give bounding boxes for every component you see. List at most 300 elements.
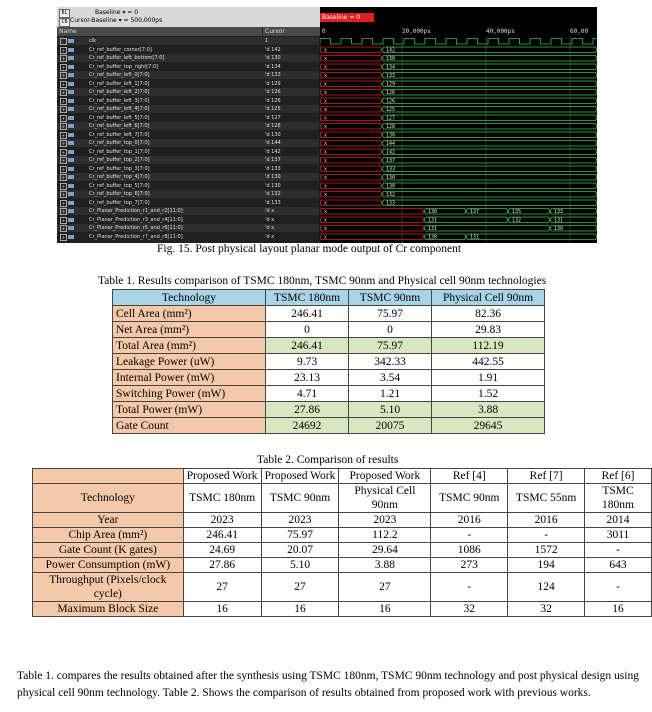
signal-row[interactable] <box>57 46 319 54</box>
table1-row <box>113 354 545 370</box>
table2-cell: 643 <box>585 558 652 573</box>
table1-cell: 3.54 <box>349 370 432 386</box>
bus-segment <box>320 149 382 155</box>
bus-value-label: x <box>324 81 328 88</box>
table2-row <box>33 528 652 543</box>
signal-name: Cr_ref_buffer_left_bottom[7:0] <box>89 55 165 61</box>
expand-icon[interactable]: + <box>61 115 66 121</box>
table2-cell: 32 <box>508 602 585 617</box>
table1-cell: 82.36 <box>432 306 545 322</box>
bus-value-label: x <box>324 124 328 131</box>
signal-cursor-value: 'd 133 <box>265 165 281 172</box>
bus-value-label: 130 <box>428 234 438 241</box>
table2-header-2: Proposed Work <box>261 469 339 484</box>
signal-row[interactable] <box>57 199 319 207</box>
signal-row[interactable] <box>57 207 319 215</box>
table2-header-6: Ref [6] <box>585 469 652 484</box>
signal-name: Cr_ref_buffer_left_5[7:0] <box>89 114 150 121</box>
signal-cursor-value: 'd 134 <box>265 63 281 70</box>
signal-cursor-value: 'd x <box>265 233 275 240</box>
expand-icon[interactable]: + <box>61 166 66 172</box>
expand-icon[interactable]: + <box>61 234 66 240</box>
table1-cell: 75.97 <box>349 306 432 322</box>
bus-segment <box>320 107 382 113</box>
ruler-tick-0: 0 <box>322 28 326 35</box>
table1-cell: 24692 <box>266 418 349 434</box>
bus-value-label: x <box>324 234 328 241</box>
bus-segment <box>320 81 382 87</box>
signal-name: Cr_ref_buffer_top_6[7:0] <box>89 191 150 197</box>
table1-cell: 0 <box>349 322 432 338</box>
bus-segment <box>320 64 382 70</box>
expand-icon[interactable]: + <box>61 175 66 180</box>
bus-segment <box>320 73 382 79</box>
signal-icon <box>68 82 74 86</box>
signal-row[interactable] <box>57 233 319 241</box>
expand-icon[interactable]: + <box>61 158 66 163</box>
expand-icon[interactable]: + <box>61 56 66 61</box>
table2-row-label: Gate Count (K gates) <box>33 543 184 558</box>
bus-value-label: 126 <box>386 98 396 105</box>
signal-name: Cr_ref_buffer_corner[7:0] <box>89 46 152 53</box>
bus-value-label: 137 <box>386 158 396 165</box>
table2-cell: 5.10 <box>261 558 339 573</box>
bus-value-label: 128 <box>386 124 396 131</box>
table1 <box>112 289 545 434</box>
signal-name: Cr_ref_buffer_top_1[7:0] <box>89 148 150 155</box>
signal-row[interactable] <box>57 71 319 79</box>
expand-icon[interactable]: + <box>61 217 66 223</box>
table1-cell: 9.73 <box>266 354 349 370</box>
table1-row-label: Net Area (mm²) <box>113 322 266 338</box>
table2-header-5: Ref [7] <box>508 469 585 484</box>
table2-cell: 2023 <box>261 513 339 528</box>
signal-row[interactable] <box>57 182 319 190</box>
table2-row-label: Year <box>33 513 184 528</box>
table2-cell: 20.07 <box>261 543 339 558</box>
bus-value-label: 130 <box>386 175 396 182</box>
table2-cell: - <box>585 543 652 558</box>
signal-cursor-value: 'd 130 <box>265 182 281 189</box>
table2-cell: 16 <box>585 602 652 617</box>
bus-segment <box>382 200 597 206</box>
expand-icon[interactable]: + <box>61 98 66 104</box>
table2-cell: 124 <box>508 573 585 602</box>
expand-icon[interactable]: + <box>61 64 66 70</box>
table2-cell: 27 <box>261 573 339 602</box>
table1-cell: 29.83 <box>432 322 545 338</box>
bus-segment <box>382 141 597 147</box>
signal-icon <box>68 192 74 196</box>
bus-segment <box>382 115 597 121</box>
table1-cell: 342.33 <box>349 354 432 370</box>
table2-caption: Table 2. Comparison of results <box>257 454 399 466</box>
baseline-marker[interactable]: Baseline = 0 <box>320 13 374 22</box>
signal-name: Cr_ref_buffer_top_7[7:0] <box>89 199 150 206</box>
signal-cursor-value: 1 <box>265 38 269 44</box>
signal-cursor-value: 'd 126 <box>265 97 281 104</box>
bus-segment <box>382 98 597 104</box>
signal-icon <box>68 167 74 171</box>
bus-segment <box>382 64 597 70</box>
table2 <box>32 468 652 617</box>
table2-cell: 16 <box>261 602 339 617</box>
bus-segment <box>320 217 424 223</box>
bus-segment <box>382 56 597 62</box>
signal-name: Cr_ref_buffer_left_4[7:0] <box>89 106 150 112</box>
table1-caption: Table 1. Results comparison of TSMC 180nm, TSMC 90nm and Physical cell 90nm technologies <box>98 275 547 287</box>
signal-name: Cr_Planar_Prediction_r5_and_r6[11:0] <box>89 225 183 231</box>
bus-value-label: x <box>324 64 328 71</box>
waveform-viewer <box>57 7 597 243</box>
table2-cell: 1572 <box>508 543 585 558</box>
bus-value-label: x <box>324 183 328 190</box>
signal-row[interactable] <box>57 37 319 45</box>
bus-segment <box>320 200 382 206</box>
bus-value-label: 125 <box>386 107 396 114</box>
bus-segment <box>382 166 597 172</box>
table1-cell: 1.91 <box>432 370 545 386</box>
bus-segment <box>382 73 597 79</box>
signal-row[interactable] <box>57 54 319 62</box>
table2-cell: 2023 <box>339 513 431 528</box>
bus-value-label: 126 <box>386 90 396 97</box>
bus-value-label: 130 <box>386 56 396 63</box>
signal-row[interactable] <box>57 97 319 105</box>
bus-segment <box>320 192 382 198</box>
signal-cursor-value: 'd 128 <box>265 123 281 129</box>
bus-value-label: 131 <box>428 217 438 224</box>
signal-name: Cr_Planar_Prediction_r1_and_r2[11:0] <box>89 208 183 214</box>
bus-segment <box>320 47 382 53</box>
table2-cell: 273 <box>431 558 508 573</box>
table2-cell: 27 <box>183 573 261 602</box>
table1-cell: 0 <box>266 322 349 338</box>
bus-value-label: x <box>324 98 328 105</box>
bus-segment <box>382 132 597 138</box>
table1-row <box>113 386 545 402</box>
bus-value-label: 130 <box>386 132 396 139</box>
table2-cell: Physical Cell 90nm <box>339 484 431 513</box>
table2-cell: 3011 <box>585 528 652 543</box>
bus-value-label: 130 <box>428 209 438 216</box>
signal-cursor-value: 'd 126 <box>265 89 281 95</box>
bus-segment <box>320 98 382 104</box>
signal-name: Cr_ref_buffer_top_right[7:0] <box>89 63 159 70</box>
bus-segment <box>382 149 597 155</box>
signal-cursor-value: 'd 125 <box>265 106 281 112</box>
bus-value-label: 135 <box>512 209 522 216</box>
bus-value-label: 129 <box>386 81 396 88</box>
bus-value-label: 137 <box>470 209 480 216</box>
signal-icon <box>68 226 74 230</box>
bus-value-label: x <box>324 158 328 165</box>
signal-cursor-value: 'd x <box>265 208 275 214</box>
table2-cell: - <box>585 573 652 602</box>
table1-row <box>113 322 545 338</box>
bus-value-label: 130 <box>386 183 396 190</box>
cursor-column-header[interactable]: Cursor <box>263 27 321 36</box>
bus-segment <box>320 141 382 147</box>
table2-cell: 75.97 <box>261 528 339 543</box>
signal-name: Cr_ref_buffer_top_2[7:0] <box>89 157 150 163</box>
bus-value-label: x <box>324 56 328 63</box>
signal-icon <box>68 150 74 154</box>
bus-segment <box>382 81 597 87</box>
signal-row[interactable] <box>57 131 319 139</box>
expand-icon[interactable]: + <box>61 200 66 206</box>
signal-cursor-value: 'd 142 <box>265 148 281 155</box>
table2-cell: 2016 <box>508 513 585 528</box>
table2-header-3: Proposed Work <box>339 469 431 484</box>
bus-segment <box>382 90 597 96</box>
table2-cell: - <box>508 528 585 543</box>
table2-cell: 27.86 <box>183 558 261 573</box>
signal-icon <box>68 90 74 94</box>
signal-icon <box>68 235 74 239</box>
bus-value-label: 131 <box>554 217 564 224</box>
bus-value-label: 131 <box>428 226 438 233</box>
expand-icon[interactable]: + <box>61 209 66 214</box>
signal-cursor-value: 'd 129 <box>265 80 281 87</box>
table1-cell: 4.71 <box>266 386 349 402</box>
bus-segment <box>320 132 382 138</box>
expand-icon[interactable]: + <box>61 149 66 155</box>
table2-cell: 246.41 <box>183 528 261 543</box>
bus-segment <box>424 226 550 232</box>
bus-segment <box>382 107 597 113</box>
signal-icon <box>68 133 74 137</box>
ruler-tick-1: 20,000ps <box>402 28 431 35</box>
table1-cell: 29645 <box>432 418 545 434</box>
bus-value-label: 130 <box>554 226 564 233</box>
baseline-icon[interactable]: BL <box>59 9 70 18</box>
signal-name: Cr_ref_buffer_top_0[7:0] <box>89 140 150 146</box>
table1-cell: 5.10 <box>349 402 432 418</box>
table2-row <box>33 573 652 602</box>
signal-cursor-value: 'd 130 <box>265 131 281 138</box>
signal-name: Cr_Planar_Prediction_r7_and_r8[11:0] <box>89 233 183 240</box>
signal-row[interactable] <box>57 80 319 88</box>
table2-cell: - <box>431 528 508 543</box>
table1-cell: 75.97 <box>349 338 432 354</box>
bus-segment <box>382 175 597 181</box>
signal-cursor-value: 'd 142 <box>265 46 281 53</box>
table1-cell: 27.86 <box>266 402 349 418</box>
time-ruler <box>320 27 597 37</box>
signal-cursor-value: 'd 132 <box>265 191 281 197</box>
signal-row[interactable] <box>57 114 319 122</box>
table2-cell: 16 <box>183 602 261 617</box>
table1-row-label: Gate Count <box>113 418 266 434</box>
signal-icon <box>68 39 74 43</box>
signal-name: Cr_ref_buffer_left_6[7:0] <box>89 123 150 129</box>
baseline-readout[interactable]: Baseline ▾ = 0 <box>95 9 139 16</box>
table1-header-2: TSMC 90nm <box>349 290 432 306</box>
bus-segment <box>320 166 382 172</box>
expand-icon[interactable]: + <box>61 81 66 87</box>
table2-cell: TSMC 90nm <box>431 484 508 513</box>
bus-value-label: x <box>324 226 328 233</box>
signal-name: Cr_ref_buffer_left_3[7:0] <box>89 97 150 104</box>
table1-row <box>113 306 545 322</box>
bus-value-label: 133 <box>386 166 396 173</box>
signal-cursor-value: 'd 144 <box>265 140 281 146</box>
figure-caption: Fig. 15. Post physical layout planar mode output of Cr component <box>157 243 462 255</box>
bus-value-label: x <box>324 90 328 97</box>
signal-row[interactable] <box>57 216 319 224</box>
signal-icon <box>68 65 74 69</box>
table1-header-3: Physical Cell 90nm <box>432 290 545 306</box>
signal-name: Cr_ref_buffer_left_1[7:0] <box>89 80 150 87</box>
table1-row-label: Total Area (mm²) <box>113 338 266 354</box>
cursor-icon[interactable]: CB <box>59 18 70 27</box>
table2-row-label: Technology <box>33 484 184 513</box>
signal-row[interactable] <box>57 190 319 198</box>
signal-row[interactable] <box>57 173 319 181</box>
signal-cursor-value: 'd 130 <box>265 55 281 61</box>
bus-segment <box>320 158 382 164</box>
table1-cell: 246.41 <box>266 306 349 322</box>
table1-row <box>113 370 545 386</box>
bus-segment <box>320 175 382 181</box>
table2-cell: 29.64 <box>339 543 431 558</box>
bus-value-label: 144 <box>386 141 396 148</box>
signal-row[interactable] <box>57 63 319 71</box>
signal-icon <box>68 184 74 188</box>
bus-segment <box>320 226 424 232</box>
table1-header-1: TSMC 180nm <box>266 290 349 306</box>
table2-header-1: Proposed Work <box>183 469 261 484</box>
bus-segment <box>320 115 382 121</box>
bus-value-label: 132 <box>512 217 522 224</box>
table2-cell: 194 <box>508 558 585 573</box>
signal-row[interactable] <box>57 224 319 232</box>
table2-cell: 3.88 <box>339 558 431 573</box>
expand-icon[interactable]: + <box>61 124 66 129</box>
bus-value-label: x <box>324 200 328 207</box>
bus-value-label: x <box>324 141 328 148</box>
bus-segment <box>320 209 424 215</box>
bus-value-label: x <box>324 115 328 122</box>
table1-row <box>113 402 545 418</box>
bus-value-label: 133 <box>386 73 396 80</box>
table2-cell: 112.2 <box>339 528 431 543</box>
expand-icon[interactable] <box>60 38 67 45</box>
cursor-baseline-readout[interactable]: Cursor-Baseline ▾ = 500,000ps <box>70 17 163 24</box>
table2-header-0 <box>33 469 184 484</box>
bus-segment <box>320 183 382 189</box>
waveform-traces <box>320 37 597 243</box>
signal-icon <box>68 209 74 213</box>
signal-name: Cr_ref_buffer_left_7[7:0] <box>89 131 150 138</box>
table1-cell: 3.88 <box>432 402 545 418</box>
bus-value-label: x <box>324 175 328 182</box>
signal-cursor-value: 'd x <box>265 225 275 231</box>
signal-row[interactable] <box>57 148 319 156</box>
expand-icon[interactable]: + <box>61 132 66 138</box>
bus-segment <box>320 56 382 62</box>
bus-value-label: 142 <box>386 149 396 156</box>
table1-row-label: Total Power (mW) <box>113 402 266 418</box>
table1-row-label: Internal Power (mW) <box>113 370 266 386</box>
bus-segment <box>320 90 382 96</box>
table2-cell: 16 <box>339 602 431 617</box>
bus-value-label: 132 <box>386 192 396 199</box>
table1-row-label: Switching Power (mW) <box>113 386 266 402</box>
table2-row-label: Chip Area (mm²) <box>33 528 184 543</box>
bus-value-label: x <box>324 192 328 199</box>
table1-row-label: Cell Area (mm²) <box>113 306 266 322</box>
table2-row <box>33 558 652 573</box>
bus-value-label: x <box>324 209 328 216</box>
signal-row[interactable] <box>57 165 319 173</box>
table2-cell: 24.69 <box>183 543 261 558</box>
expand-icon[interactable]: + <box>61 192 66 197</box>
ruler-tick-2: 40,000ps <box>486 28 515 35</box>
bus-value-label: 127 <box>386 115 396 122</box>
signal-icon <box>68 48 74 52</box>
body-paragraph: Table 1. compares the results obtained after the synthesis using TSMC 180nm, TSMC 90nm technology and post physical design using physical cell 90nm technology. Table 2. Shows the comparison of results obtained from proposed work with previous works. <box>17 670 639 699</box>
expand-icon[interactable]: + <box>61 183 66 189</box>
table2-header-4: Ref [4] <box>431 469 508 484</box>
table2-cell: 32 <box>431 602 508 617</box>
table2-cell: 2016 <box>431 513 508 528</box>
bus-segment <box>382 124 597 130</box>
bus-value-label: x <box>324 166 328 173</box>
table2-row-label: Maximum Block Size <box>33 602 184 617</box>
table2-cell: TSMC 180nm <box>183 484 261 513</box>
signal-row[interactable] <box>57 105 319 113</box>
bus-segment <box>382 183 597 189</box>
table2-cell: TSMC 180nm <box>585 484 652 513</box>
signal-icon <box>68 175 74 179</box>
signal-row[interactable] <box>57 88 319 96</box>
table1-header-0: Technology <box>113 290 266 306</box>
expand-icon[interactable]: + <box>61 47 66 53</box>
signal-name: Cr_ref_buffer_left_2[7:0] <box>89 89 150 95</box>
signal-icon <box>68 107 74 111</box>
ruler-tick-3: 60,00 <box>570 28 589 35</box>
signal-icon <box>68 116 74 120</box>
expand-icon[interactable]: + <box>61 107 66 112</box>
bus-segment <box>320 234 424 240</box>
bus-segment <box>320 124 382 130</box>
bus-segment <box>382 47 597 53</box>
expand-icon[interactable]: + <box>61 141 66 146</box>
signal-icon <box>68 56 74 60</box>
bus-value-label: x <box>324 149 328 156</box>
bus-value-label: x <box>324 217 328 224</box>
expand-icon[interactable]: + <box>61 226 66 231</box>
signal-name: Cr_ref_buffer_top_5[7:0] <box>89 182 150 189</box>
name-column-header[interactable]: Name <box>57 27 262 36</box>
signal-icon <box>68 158 74 162</box>
signal-icon <box>68 218 74 222</box>
table2-row-label: Throughput (Pixels/clock cycle) <box>33 573 184 602</box>
expand-icon[interactable]: + <box>61 90 66 95</box>
bus-value-label: 133 <box>554 209 564 216</box>
table2-cell: 27 <box>339 573 431 602</box>
expand-icon[interactable]: + <box>61 73 66 78</box>
signal-row[interactable] <box>57 122 319 130</box>
signal-cursor-value: 'd 133 <box>265 199 281 206</box>
signal-row[interactable] <box>57 156 319 164</box>
table1-cell: 23.13 <box>266 370 349 386</box>
table2-row-label: Power Consumption (mW) <box>33 558 184 573</box>
table1-row <box>113 338 545 354</box>
signal-row[interactable] <box>57 139 319 147</box>
